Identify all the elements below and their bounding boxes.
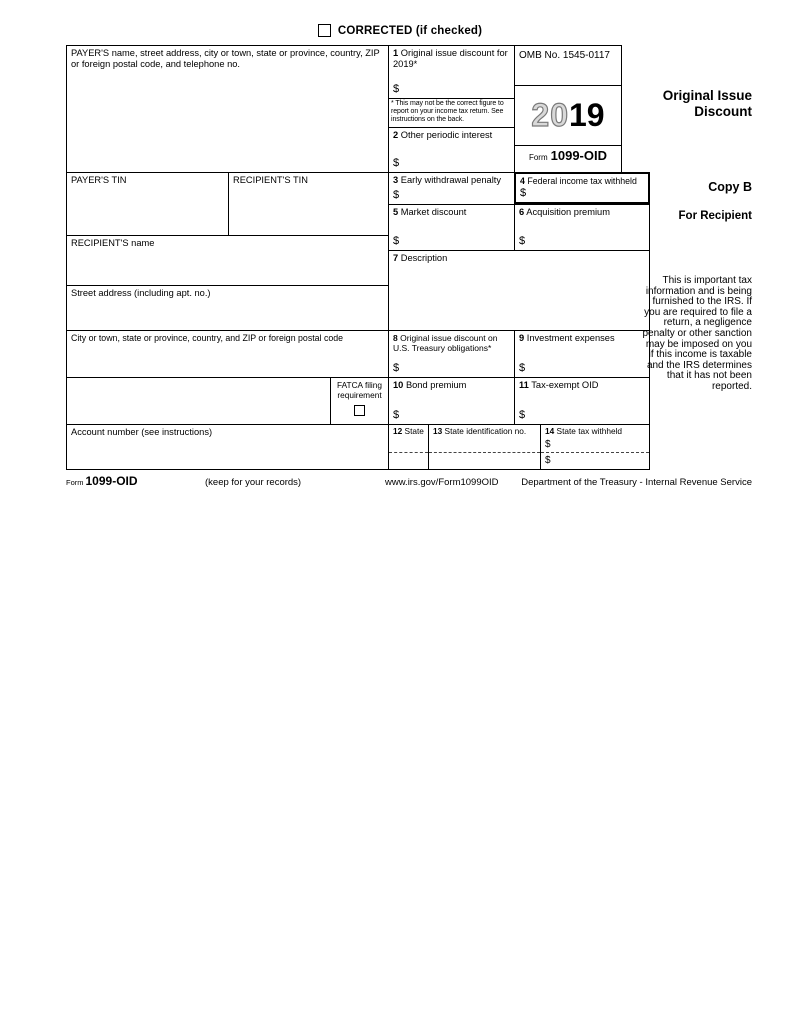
box5-cell bbox=[388, 204, 514, 250]
payer-info-label: PAYER'S name, street address, city or town, state or province, country, ZIP or foreign postal code, and telephone no. bbox=[71, 48, 380, 69]
form-word: Form bbox=[528, 153, 548, 162]
box3-cell bbox=[388, 172, 514, 204]
omb-cell bbox=[514, 45, 622, 85]
box7-label: Description bbox=[400, 253, 448, 263]
box2-dollar: $ bbox=[393, 157, 400, 170]
box13-cell bbox=[428, 424, 540, 470]
footer-irs-url: www.irs.gov/Form1099OID bbox=[385, 477, 499, 488]
box9-dollar: $ bbox=[519, 362, 526, 375]
box10-cell bbox=[388, 377, 514, 424]
footer-form-number: 1099-OID bbox=[85, 474, 138, 488]
corrected-row bbox=[0, 24, 800, 37]
year-bold: 19 bbox=[569, 96, 605, 133]
box8-number: 8 bbox=[393, 333, 398, 343]
box12-number: 12 bbox=[393, 426, 403, 436]
box4-number: 4 bbox=[520, 176, 525, 186]
box6-number: 6 bbox=[519, 207, 525, 217]
copy-b-label: Copy B bbox=[708, 180, 752, 194]
box11-cell bbox=[514, 377, 650, 424]
box6-dollar: $ bbox=[519, 235, 526, 248]
recipient-notice: This is important tax information and is being furnished to the IRS. If you are required to file a return, a negligence penalty or other sanction may be imposed on you if this income is taxable and the IRS determines that it has not been reported. bbox=[642, 275, 752, 392]
city-label: City or town, state or province, country, and ZIP or foreign postal code bbox=[71, 333, 344, 343]
footer-keep-note: (keep for your records) bbox=[205, 477, 302, 488]
box12-label: State bbox=[404, 426, 424, 436]
city-cell bbox=[66, 330, 388, 377]
box14-dollar-top: $ bbox=[545, 439, 551, 450]
box11-number: 11 bbox=[519, 380, 529, 390]
box9-label: Investment expenses bbox=[526, 333, 615, 343]
box14-number: 14 bbox=[545, 426, 555, 436]
box11-label: Tax-exempt OID bbox=[531, 380, 599, 390]
street-address-label: Street address (including apt. no.) bbox=[71, 288, 211, 298]
recipient-tin-label: RECIPIENT'S TIN bbox=[233, 175, 308, 185]
box12-cell bbox=[388, 424, 428, 470]
corrected-checkbox[interactable] bbox=[318, 24, 331, 37]
box13-number: 13 bbox=[433, 426, 443, 436]
payer-tin-label: PAYER'S TIN bbox=[71, 175, 127, 185]
box13-label: State identification no. bbox=[444, 426, 527, 436]
box10-number: 10 bbox=[393, 380, 404, 390]
payer-tin-cell bbox=[66, 172, 228, 235]
form-number-cell bbox=[514, 145, 622, 172]
corrected-label: CORRECTED (if checked) bbox=[337, 24, 483, 37]
box14-cell bbox=[540, 424, 650, 470]
account-number-cell bbox=[66, 424, 388, 470]
box1-label: Original issue discount for 2019* bbox=[393, 48, 508, 69]
box1-note: * This may not be the correct figure to report on your income tax return. See instructions on the back. bbox=[391, 100, 504, 123]
box2-cell bbox=[388, 127, 514, 172]
box10-label: Bond premium bbox=[405, 380, 467, 390]
recipient-name-cell bbox=[66, 235, 388, 285]
box8-cell bbox=[388, 330, 514, 377]
box14-dollar-bottom: $ bbox=[545, 455, 551, 467]
payer-info-cell bbox=[66, 45, 388, 172]
box8-label: Original issue discount on U.S. Treasury obligations* bbox=[393, 333, 498, 354]
box1-number: 1 bbox=[393, 48, 399, 58]
year-outline: 20 bbox=[531, 96, 569, 133]
street-address-cell bbox=[66, 285, 388, 330]
box9-number: 9 bbox=[519, 333, 525, 343]
box5-label: Market discount bbox=[400, 207, 467, 217]
fatca-cell bbox=[330, 377, 388, 424]
form-number: 1099-OID bbox=[550, 148, 608, 163]
box2-label: Other periodic interest bbox=[400, 130, 493, 140]
box1-dollar: $ bbox=[393, 83, 400, 96]
box10-dollar: $ bbox=[393, 409, 400, 422]
footer-department: Department of the Treasury - Internal Revenue Service bbox=[521, 477, 752, 488]
box5-number: 5 bbox=[393, 207, 399, 217]
recipient-name-label: RECIPIENT'S name bbox=[71, 238, 155, 248]
box2-number: 2 bbox=[393, 130, 399, 140]
year-cell bbox=[514, 85, 622, 145]
fatca-label: FATCA filing requirement bbox=[336, 380, 383, 400]
omb-label: OMB No. 1545-0117 bbox=[519, 50, 610, 61]
box9-cell bbox=[514, 330, 650, 377]
box3-label: Early withdrawal penalty bbox=[400, 175, 502, 185]
box1-cell bbox=[388, 45, 514, 98]
box6-cell bbox=[514, 204, 650, 250]
box12-divider bbox=[389, 452, 428, 453]
form-title: Original Issue Discount bbox=[662, 88, 752, 120]
box6-label: Acquisition premium bbox=[526, 207, 610, 217]
footer-form-word: Form bbox=[66, 478, 84, 487]
account-number-label: Account number (see instructions) bbox=[71, 427, 213, 437]
box14-label: State tax withheld bbox=[556, 426, 623, 436]
box13-divider bbox=[429, 452, 540, 453]
box3-number: 3 bbox=[393, 175, 399, 185]
box4-label: Federal income tax withheld bbox=[527, 176, 637, 186]
fatca-checkbox[interactable] bbox=[354, 405, 365, 416]
box7-cell bbox=[388, 250, 650, 330]
blank-cell bbox=[66, 377, 330, 424]
box7-number: 7 bbox=[393, 253, 399, 263]
box8-dollar: $ bbox=[393, 362, 400, 375]
box1-note-cell bbox=[388, 98, 514, 127]
box5-dollar: $ bbox=[393, 235, 400, 248]
footer-form-id bbox=[66, 474, 138, 488]
box4-cell bbox=[514, 172, 650, 204]
for-recipient-label: For Recipient bbox=[678, 210, 752, 222]
box11-dollar: $ bbox=[519, 409, 526, 422]
box4-dollar: $ bbox=[520, 187, 527, 200]
box3-dollar: $ bbox=[393, 189, 400, 202]
box14-divider bbox=[541, 452, 649, 453]
recipient-tin-cell bbox=[228, 172, 388, 235]
